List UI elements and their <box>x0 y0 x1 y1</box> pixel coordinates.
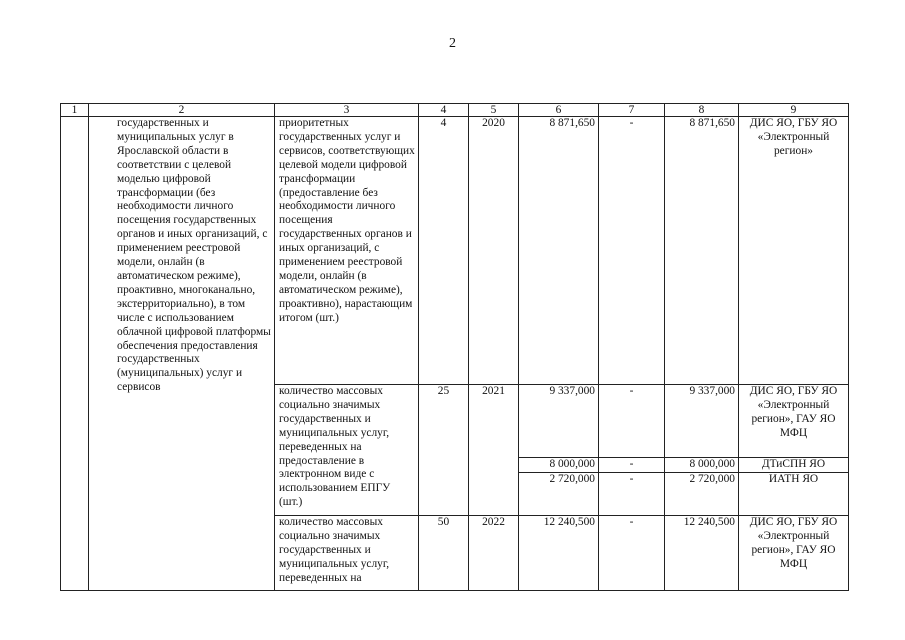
column-header: 3 <box>275 104 419 117</box>
column-header: 6 <box>519 104 599 117</box>
cell-total: 2 720,000 <box>519 473 599 516</box>
cell-executor: ДИС ЯО, ГБУ ЯО «Электронный регион», ГАУ ЯО МФЦ <box>739 385 849 458</box>
cell-value: 50 <box>419 516 469 591</box>
cell-year: 2022 <box>469 516 519 591</box>
header-row <box>61 104 849 117</box>
cell-col8: 8 000,000 <box>665 458 739 473</box>
column-header: 4 <box>419 104 469 117</box>
cell-service-description: государственных и муниципальных услуг в Ярославской области в соответствии с целевой моделью цифровой трансформации (без необходимости личного посещения государственных органов и иных организаций, с применением реестровой модели, онлайн (в автоматическом режиме), проактивно, многоканально, экстерриториально), в том числе с использованием облачной цифровой платформы обеспечения предоставления государственных (муниципальных) услуг и сервисов <box>89 117 275 591</box>
cell-col7: - <box>599 473 665 516</box>
cell-executor: ДИС ЯО, ГБУ ЯО «Электронный регион» <box>739 117 849 385</box>
cell-total: 8 000,000 <box>519 458 599 473</box>
cell-indicator: количество массовых социально значимых государственных и муниципальных услуг, переведенных на предоставление в электронном виде с использованием ЕПГУ (шт.) <box>275 385 419 516</box>
cell-col7: - <box>599 516 665 591</box>
cell-executor: ИАТН ЯО <box>739 473 849 516</box>
cell-value: 4 <box>419 117 469 385</box>
cell-executor: ДИС ЯО, ГБУ ЯО «Электронный регион», ГАУ ЯО МФЦ <box>739 516 849 591</box>
column-header: 7 <box>599 104 665 117</box>
cell-indicator: количество массовых социально значимых государственных и муниципальных услуг, переведенных на <box>275 516 419 591</box>
cell-year: 2021 <box>469 385 519 516</box>
cell-year: 2020 <box>469 117 519 385</box>
cell-col7: - <box>599 117 665 385</box>
cell-col7: - <box>599 458 665 473</box>
cell-col8: 12 240,500 <box>665 516 739 591</box>
cell-executor: ДТиСПН ЯО <box>739 458 849 473</box>
column-header: 1 <box>61 104 89 117</box>
cell-total: 9 337,000 <box>519 385 599 458</box>
cell-value: 25 <box>419 385 469 516</box>
column-header: 5 <box>469 104 519 117</box>
page-number: 2 <box>449 36 456 51</box>
cell-total: 8 871,650 <box>519 117 599 385</box>
table-row <box>61 117 849 385</box>
cell-total: 12 240,500 <box>519 516 599 591</box>
cell-index <box>61 117 89 591</box>
cell-col7: - <box>599 385 665 458</box>
program-table <box>60 103 849 591</box>
cell-col8: 9 337,000 <box>665 385 739 458</box>
column-header: 8 <box>665 104 739 117</box>
cell-col8: 8 871,650 <box>665 117 739 385</box>
column-header: 2 <box>89 104 275 117</box>
cell-col8: 2 720,000 <box>665 473 739 516</box>
cell-indicator: приоритетных государственных услуг и сервисов, соответствующих целевой модели цифровой трансформации (предоставление без необходимости личного посещения государственных органов и иных организаций, с применением реестровой модели, онлайн (в автоматическом режиме), проактивно), нарастающим итогом (шт.) <box>275 117 419 385</box>
column-header: 9 <box>739 104 849 117</box>
